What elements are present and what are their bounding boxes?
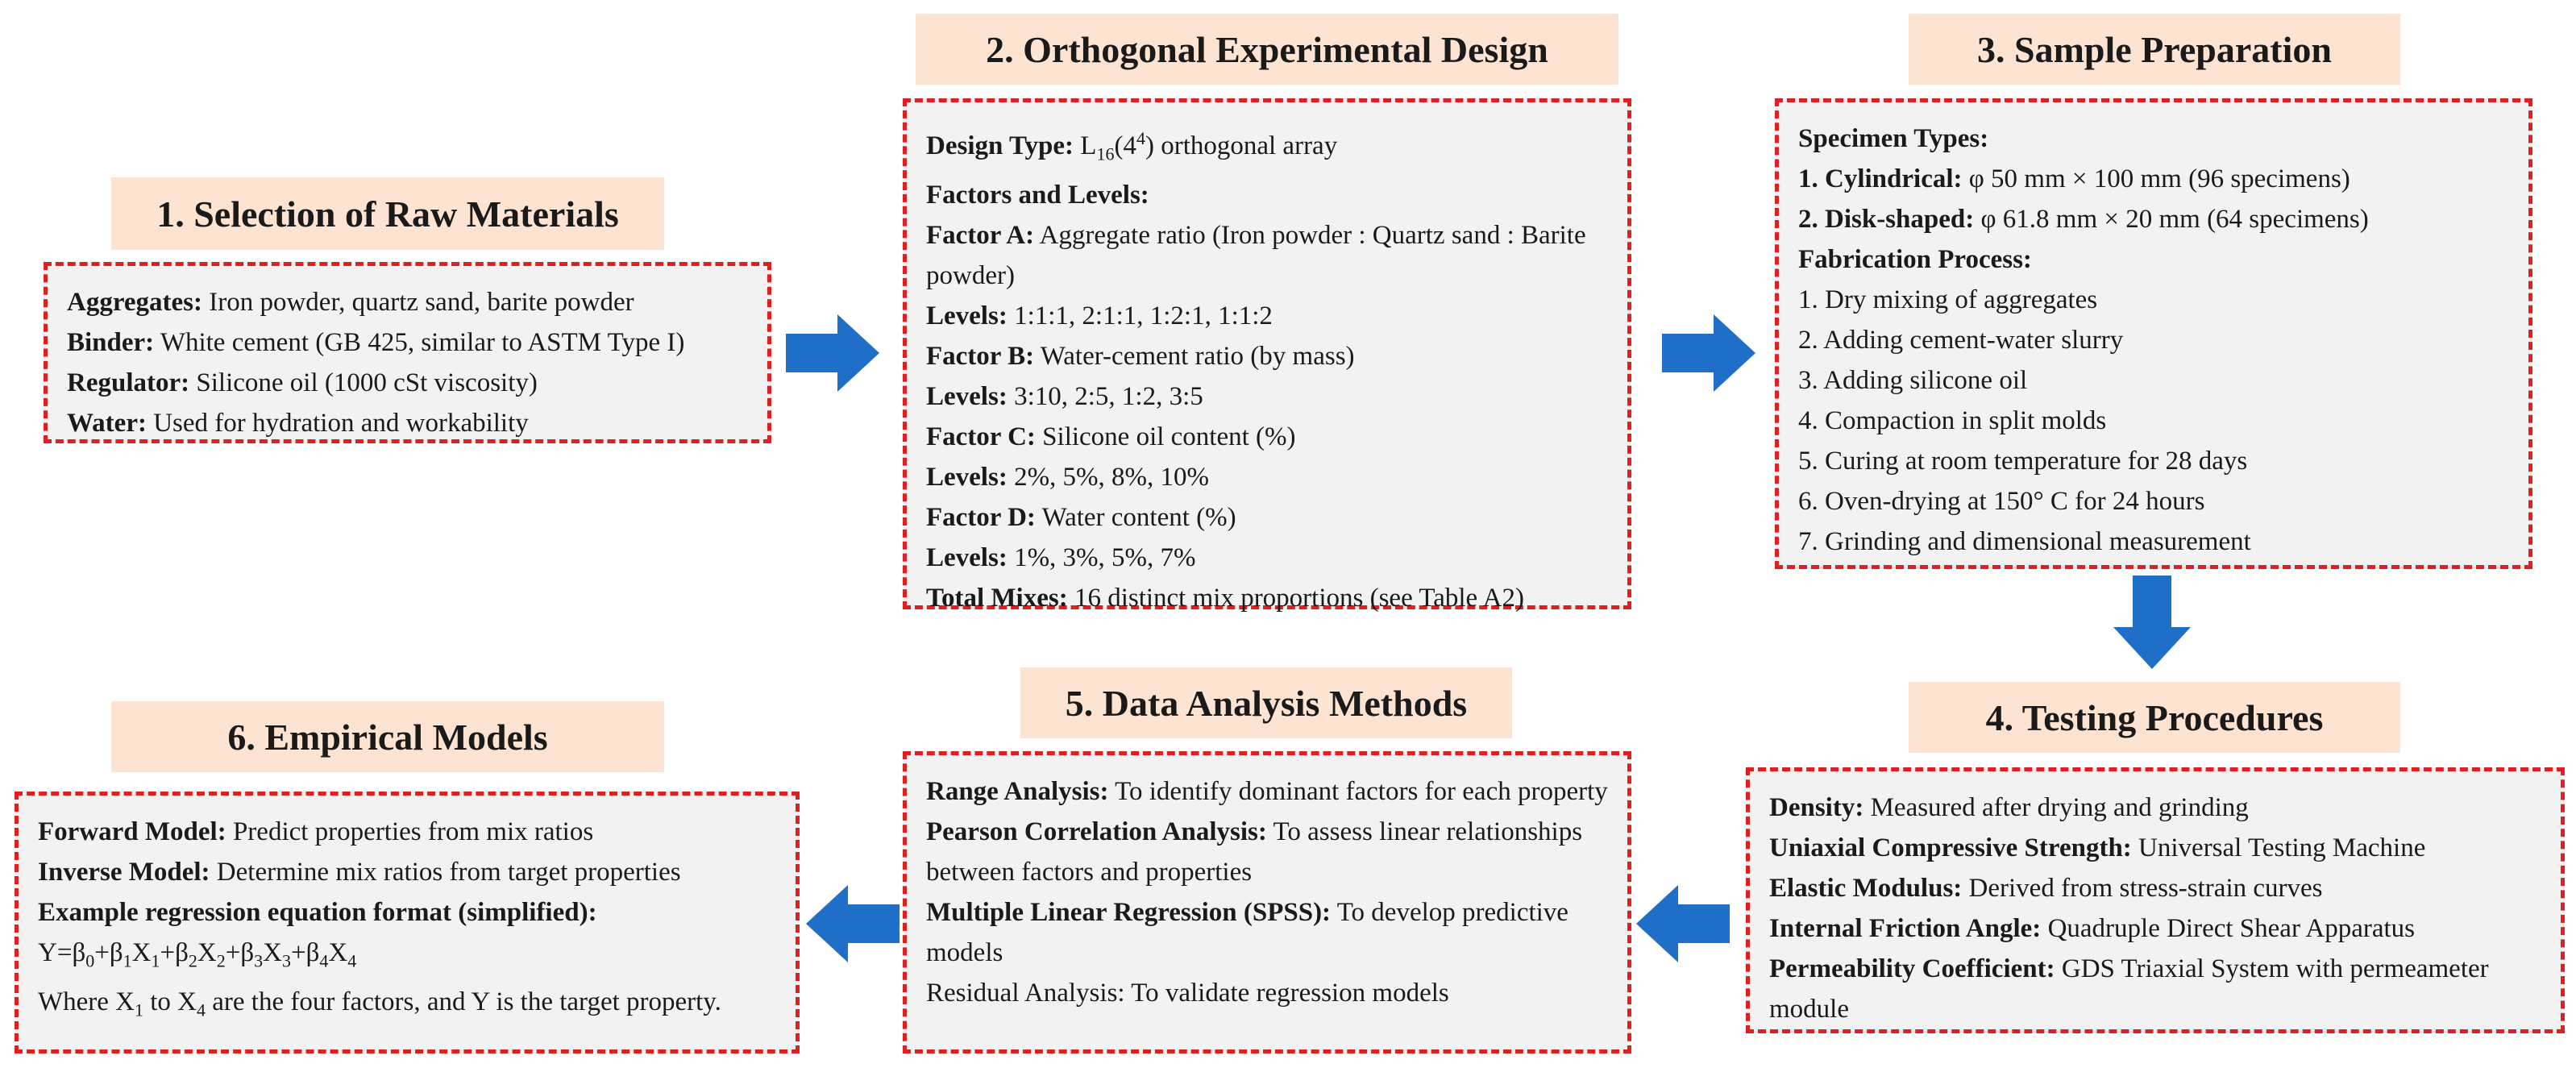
step2-line: Factor A: Aggregate ratio (Iron powder : Quartz sand : Barite powder) [926, 220, 1586, 290]
step4-line: Permeability Coefficient: GDS Triaxial System with permeameter module [1769, 954, 2489, 1024]
step1-box [44, 262, 771, 443]
step4-box [1746, 767, 2565, 1033]
step2-line: Factor B: Water-cement ratio (by mass) [926, 341, 1355, 371]
arrow-left-icon [1636, 885, 1730, 962]
step4-line: Density: Measured after drying and grinding [1769, 793, 2249, 822]
step3-line: 4. Compaction in split molds [1798, 406, 2107, 435]
arrow-down-icon [2113, 576, 2191, 669]
step3-line: 1. Cylindrical: φ 50 mm × 100 mm (96 specimens) [1798, 164, 2350, 193]
step2-line: Levels: 2%, 5%, 8%, 10% [926, 462, 1210, 492]
step2-line: Total Mixes: 16 distinct mix proportions (see Table A2) [926, 583, 1524, 613]
step3-line: 7. Grinding and dimensional measurement [1798, 527, 2251, 556]
step6-note: Where $X_1$ to $X_4$ are the four factors, and Y is the target property. [38, 987, 721, 1020]
step2-line: Levels: 1%, 3%, 5%, 7% [926, 542, 1196, 572]
step3-line: 2. Adding cement-water slurry [1798, 326, 2124, 355]
step3-line: Specimen Types: [1798, 124, 1989, 153]
step1-line: Binder: White cement (GB 425, similar to ASTM Type I) [67, 328, 685, 357]
step6-regression-equation: $Y=\beta_0+\beta_1X_1+\beta_2X_2+\beta_3X_3+\beta_4X_4$ [38, 938, 357, 971]
step6-title: 6. Empirical Models [111, 701, 664, 772]
step5-line: Multiple Linear Regression (SPSS): To develop predictive models [926, 898, 1568, 967]
arrow-right-icon [786, 314, 879, 392]
step2-line: Factor C: Silicone oil content (%) [926, 422, 1296, 451]
step6-box [15, 792, 800, 1053]
step5-line: Range Analysis: To identify dominant factors for each property [926, 777, 1608, 806]
step2-line: Levels: 1:1:1, 2:1:1, 1:2:1, 1:1:2 [926, 301, 1273, 330]
step2-title: 2. Orthogonal Experimental Design [916, 14, 1618, 85]
step3-title: 3. Sample Preparation [1909, 14, 2400, 85]
step3-line: 2. Disk-shaped: φ 61.8 mm × 20 mm (64 specimens) [1798, 205, 2369, 234]
step4-title: 4. Testing Procedures [1909, 682, 2400, 753]
step2-line: Factors and Levels: [926, 180, 1149, 210]
step3-line: 5. Curing at room temperature for 28 days [1798, 447, 2248, 476]
step1-line: Regulator: Silicone oil (1000 cSt viscosity) [67, 368, 538, 397]
step3-line: 1. Dry mixing of aggregates [1798, 285, 2098, 314]
step3-box [1775, 98, 2532, 569]
step5-title: 5. Data Analysis Methods [1020, 667, 1512, 738]
step6-line: Inverse Model: Determine mix ratios from target properties [38, 858, 681, 887]
step2-box [903, 98, 1631, 613]
step4-line: Uniaxial Compressive Strength: Universal Testing Machine [1769, 833, 2426, 862]
step5-line: Residual Analysis: To validate regression models [926, 979, 1449, 1008]
step2-line: Factor D: Water content (%) [926, 502, 1236, 532]
step3-line: 3. Adding silicone oil [1798, 366, 2028, 395]
step4-line: Internal Friction Angle: Quadruple Direct Shear Apparatus [1769, 914, 2415, 943]
step1-line: Water: Used for hydration and workability [67, 409, 529, 438]
arrow-left-icon [806, 885, 900, 962]
step4-line: Elastic Modulus: Derived from stress-strain curves [1769, 874, 2323, 903]
step2-design-type: Design Type: $L_{16}(4^4)$ orthogonal array [926, 128, 1338, 164]
step5-box [903, 751, 1631, 1053]
step3-line: Fabrication Process: [1798, 245, 2032, 274]
step6-line: Forward Model: Predict properties from mix ratios [38, 817, 594, 846]
step6-line: Example regression equation format (simplified): [38, 898, 597, 927]
step1-title: 1. Selection of Raw Materials [111, 177, 664, 250]
step5-line: Pearson Correlation Analysis: To assess linear relationships between factors and properties [926, 817, 1583, 887]
step2-line: Levels: 3:10, 2:5, 1:2, 3:5 [926, 381, 1203, 411]
arrow-right-icon [1662, 314, 1755, 392]
step3-line: 6. Oven-drying at 150° C for 24 hours [1798, 487, 2205, 516]
step1-line: Aggregates: Iron powder, quartz sand, barite powder [67, 288, 634, 317]
